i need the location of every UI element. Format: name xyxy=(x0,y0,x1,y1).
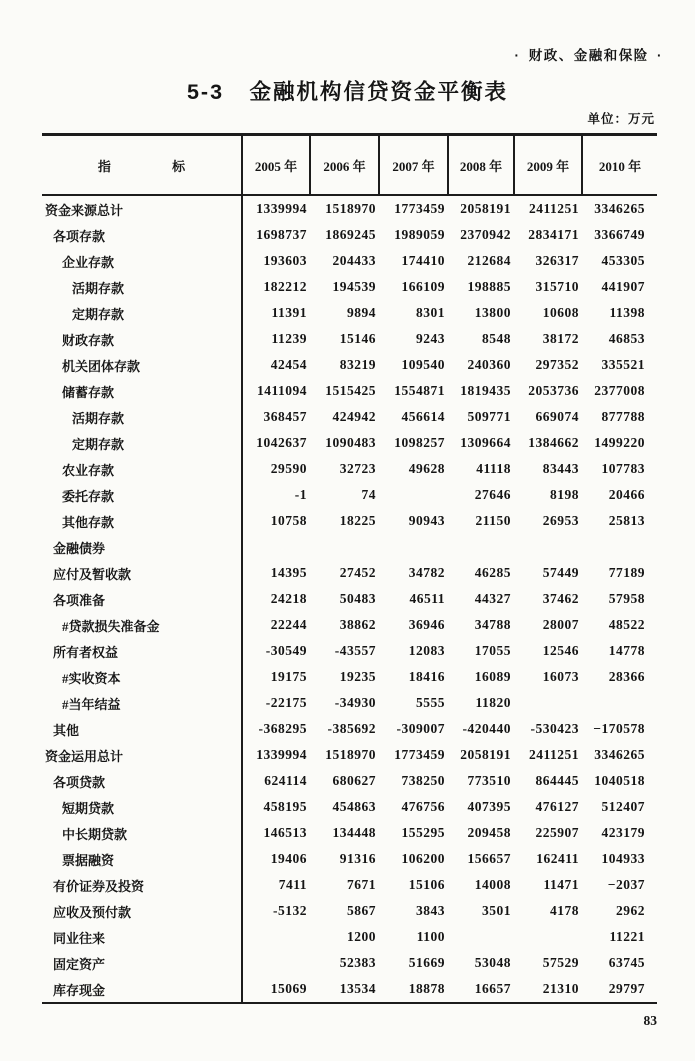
row-label: 定期存款 xyxy=(42,430,242,456)
cell-value: 34782 xyxy=(408,565,445,580)
cell-value: 1518970 xyxy=(325,201,376,216)
cell-value: 63745 xyxy=(608,955,645,970)
section-header: · 财政、金融和保险 · xyxy=(514,48,663,63)
cell-value: 1773459 xyxy=(394,201,445,216)
cell-value: 77189 xyxy=(608,565,645,580)
row-label: 其他存款 xyxy=(42,508,242,534)
cell-value: 27646 xyxy=(474,487,511,502)
credit-funds-balance-table xyxy=(42,133,657,1004)
cell-value: 14778 xyxy=(608,643,645,658)
cell-value: 1384662 xyxy=(528,435,579,450)
cell-value: 5555 xyxy=(416,695,445,710)
cell-value: 3346265 xyxy=(594,747,645,762)
cell-value: 104933 xyxy=(601,851,645,866)
row-label: 中长期贷款 xyxy=(42,820,242,846)
cell-value: 11391 xyxy=(271,305,307,320)
indicator-header-char: 标 xyxy=(172,158,186,174)
cell-value: 74 xyxy=(361,487,376,502)
row-label: 库存现金 xyxy=(42,976,242,1003)
cell-value: 9894 xyxy=(347,305,376,320)
table-row xyxy=(42,898,657,924)
cell-value: 458195 xyxy=(263,799,307,814)
table-row xyxy=(42,560,657,586)
cell-value: 1869245 xyxy=(325,227,376,242)
cell-value: 12546 xyxy=(542,643,579,658)
cell-value: 2962 xyxy=(616,903,645,918)
cell-value: 11820 xyxy=(475,695,511,710)
cell-value: 15106 xyxy=(408,877,445,892)
cell-value: 11398 xyxy=(609,305,645,320)
row-label: 同业往来 xyxy=(42,924,242,950)
table-row xyxy=(42,976,657,1003)
year-column-header: 2008 年 xyxy=(448,135,514,196)
row-label: 所有者权益 xyxy=(42,638,242,664)
row-label: 短期贷款 xyxy=(42,794,242,820)
table-row xyxy=(42,508,657,534)
table-row xyxy=(42,352,657,378)
cell-value: 864445 xyxy=(535,773,579,788)
cell-value: 1042637 xyxy=(256,435,307,450)
table-row xyxy=(42,222,657,248)
cell-value: 146513 xyxy=(263,825,307,840)
cell-value: 18225 xyxy=(339,513,376,528)
cell-value: 1518970 xyxy=(325,747,376,762)
cell-value: 29797 xyxy=(608,981,645,996)
table-row xyxy=(42,794,657,820)
cell-value xyxy=(448,534,514,560)
cell-value: 3346265 xyxy=(594,201,645,216)
row-label: 应付及暂收款 xyxy=(42,560,242,586)
page-title: 5-3 金融机构信贷资金平衡表 xyxy=(186,80,509,104)
cell-value: 1989059 xyxy=(394,227,445,242)
cell-value: 2411251 xyxy=(528,747,579,762)
cell-value: 624114 xyxy=(264,773,307,788)
year-column-header: 2007 年 xyxy=(379,135,448,196)
cell-value: 2370942 xyxy=(460,227,511,242)
cell-value: 32723 xyxy=(339,461,376,476)
cell-value xyxy=(448,924,514,950)
cell-value: 1411094 xyxy=(256,383,307,398)
cell-value xyxy=(379,482,448,508)
row-label: 有价证券及投资 xyxy=(42,872,242,898)
row-label: 机关团体存款 xyxy=(42,352,242,378)
cell-value: 1499220 xyxy=(594,435,645,450)
cell-value: 36946 xyxy=(408,617,445,632)
row-label: 财政存款 xyxy=(42,326,242,352)
row-label: #实收资本 xyxy=(42,664,242,690)
table-row xyxy=(42,716,657,742)
row-label: 应收及预付款 xyxy=(42,898,242,924)
cell-value: -309007 xyxy=(396,721,445,736)
indicator-column-header xyxy=(42,135,242,196)
year-column-header: 2010 年 xyxy=(582,135,657,196)
cell-value xyxy=(514,534,582,560)
row-label: 各项准备 xyxy=(42,586,242,612)
cell-value: 90943 xyxy=(408,513,445,528)
cell-value: 57958 xyxy=(608,591,645,606)
cell-value: 41118 xyxy=(476,461,511,476)
page-number: 83 xyxy=(643,1013,657,1028)
cell-value: 10608 xyxy=(542,305,579,320)
cell-value: 25813 xyxy=(608,513,645,528)
cell-value: 773510 xyxy=(467,773,511,788)
cell-value: 512407 xyxy=(601,799,645,814)
row-label: 其他 xyxy=(42,716,242,742)
table-row xyxy=(42,742,657,768)
table-row xyxy=(42,820,657,846)
cell-value: -530423 xyxy=(530,721,579,736)
cell-value: 509771 xyxy=(467,409,511,424)
cell-value xyxy=(242,924,310,950)
row-label: 各项贷款 xyxy=(42,768,242,794)
cell-value: 13534 xyxy=(339,981,376,996)
cell-value: 57529 xyxy=(542,955,579,970)
cell-value: −2037 xyxy=(607,877,645,892)
cell-value: 1100 xyxy=(416,929,445,944)
cell-value: 9243 xyxy=(416,331,445,346)
cell-value: 315710 xyxy=(535,279,579,294)
cell-value: 134448 xyxy=(332,825,376,840)
row-label: 固定资产 xyxy=(42,950,242,976)
table-row xyxy=(42,195,657,222)
cell-value: 53048 xyxy=(474,955,511,970)
cell-value: 198885 xyxy=(467,279,511,294)
cell-value xyxy=(242,534,310,560)
table-row xyxy=(42,404,657,430)
credit-funds-table-wrap xyxy=(42,133,657,1004)
cell-value: 46511 xyxy=(409,591,445,606)
row-label: 委托存款 xyxy=(42,482,242,508)
cell-value: 212684 xyxy=(467,253,511,268)
cell-value: 109540 xyxy=(401,357,445,372)
cell-value: 193603 xyxy=(263,253,307,268)
cell-value: 11471 xyxy=(543,877,579,892)
table-row xyxy=(42,612,657,638)
cell-value: 877788 xyxy=(601,409,645,424)
row-label: 活期存款 xyxy=(42,404,242,430)
table-row xyxy=(42,534,657,560)
cell-value: 326317 xyxy=(535,253,579,268)
cell-value: −170578 xyxy=(593,721,645,736)
cell-value: -368295 xyxy=(258,721,307,736)
cell-value: 13800 xyxy=(474,305,511,320)
cell-value: 16073 xyxy=(542,669,579,684)
row-label: 资金来源总计 xyxy=(42,195,242,222)
cell-value: 51669 xyxy=(408,955,445,970)
cell-value: 16089 xyxy=(474,669,511,684)
cell-value: 46853 xyxy=(608,331,645,346)
cell-value: 14008 xyxy=(474,877,511,892)
cell-value: 225907 xyxy=(535,825,579,840)
cell-value: 441907 xyxy=(601,279,645,294)
cell-value: 19175 xyxy=(270,669,307,684)
cell-value: 423179 xyxy=(601,825,645,840)
table-row xyxy=(42,378,657,404)
cell-value: 476127 xyxy=(535,799,579,814)
cell-value: 8548 xyxy=(482,331,511,346)
year-column-header: 2005 年 xyxy=(242,135,310,196)
row-label: 资金运用总计 xyxy=(42,742,242,768)
row-label: 定期存款 xyxy=(42,300,242,326)
cell-value: 1040518 xyxy=(594,773,645,788)
cell-value: 49628 xyxy=(408,461,445,476)
cell-value: 2834171 xyxy=(528,227,579,242)
cell-value: 91316 xyxy=(339,851,376,866)
cell-value: 15069 xyxy=(270,981,307,996)
cell-value: 1698737 xyxy=(256,227,307,242)
cell-value: 42454 xyxy=(270,357,307,372)
header-row xyxy=(42,135,657,196)
cell-value: -5132 xyxy=(273,903,307,918)
cell-value: 2377008 xyxy=(594,383,645,398)
cell-value: 1819435 xyxy=(460,383,511,398)
table-row xyxy=(42,872,657,898)
cell-value: 21150 xyxy=(475,513,511,528)
cell-value: 669074 xyxy=(535,409,579,424)
row-label: #贷款损失准备金 xyxy=(42,612,242,638)
cell-value: 38862 xyxy=(339,617,376,632)
cell-value: 476756 xyxy=(401,799,445,814)
cell-value: 10758 xyxy=(270,513,307,528)
cell-value: 240360 xyxy=(467,357,511,372)
cell-value: 28366 xyxy=(608,669,645,684)
table-row xyxy=(42,326,657,352)
cell-value: 174410 xyxy=(401,253,445,268)
cell-value: 46285 xyxy=(474,565,511,580)
cell-value: -385692 xyxy=(327,721,376,736)
table-header xyxy=(42,135,657,196)
cell-value: 204433 xyxy=(332,253,376,268)
cell-value: 7411 xyxy=(278,877,307,892)
unit-note: 单位：万元 xyxy=(587,112,655,126)
cell-value: 1554871 xyxy=(394,383,445,398)
cell-value xyxy=(582,534,657,560)
year-column-header: 2009 年 xyxy=(514,135,582,196)
cell-value: 156657 xyxy=(467,851,511,866)
cell-value: 680627 xyxy=(332,773,376,788)
cell-value: 8198 xyxy=(550,487,579,502)
row-label: 储蓄存款 xyxy=(42,378,242,404)
cell-value: 456614 xyxy=(401,409,445,424)
table-row xyxy=(42,846,657,872)
cell-value: 162411 xyxy=(536,851,579,866)
cell-value: 18416 xyxy=(408,669,445,684)
cell-value: -43557 xyxy=(334,643,376,658)
table-row xyxy=(42,586,657,612)
cell-value: 407395 xyxy=(467,799,511,814)
cell-value xyxy=(242,950,310,976)
table-row xyxy=(42,768,657,794)
cell-value: 106200 xyxy=(401,851,445,866)
cell-value: 1309664 xyxy=(460,435,511,450)
cell-value: 368457 xyxy=(263,409,307,424)
year-column-header: 2006 年 xyxy=(310,135,379,196)
cell-value: 166109 xyxy=(401,279,445,294)
cell-value: 1339994 xyxy=(256,201,307,216)
cell-value: 107783 xyxy=(601,461,645,476)
cell-value xyxy=(379,534,448,560)
cell-value xyxy=(514,690,582,716)
cell-value: 16657 xyxy=(474,981,511,996)
cell-value: 27452 xyxy=(339,565,376,580)
cell-value: 454863 xyxy=(332,799,376,814)
cell-value: 22244 xyxy=(270,617,307,632)
cell-value: 3843 xyxy=(416,903,445,918)
row-label: 企业存款 xyxy=(42,248,242,274)
cell-value: 194539 xyxy=(332,279,376,294)
cell-value: 8301 xyxy=(416,305,445,320)
cell-value: 12083 xyxy=(408,643,445,658)
cell-value xyxy=(310,534,379,560)
table-row xyxy=(42,924,657,950)
cell-value: 57449 xyxy=(542,565,579,580)
row-label: 金融债券 xyxy=(42,534,242,560)
cell-value: 15146 xyxy=(339,331,376,346)
cell-value: 453305 xyxy=(601,253,645,268)
cell-value: 1773459 xyxy=(394,747,445,762)
cell-value: -1 xyxy=(294,487,307,502)
cell-value: 29590 xyxy=(270,461,307,476)
table-body xyxy=(42,195,657,1003)
cell-value: 1098257 xyxy=(394,435,445,450)
row-label: 农业存款 xyxy=(42,456,242,482)
cell-value: 182212 xyxy=(263,279,307,294)
cell-value: 3366749 xyxy=(594,227,645,242)
cell-value xyxy=(582,690,657,716)
table-row xyxy=(42,950,657,976)
table-row xyxy=(42,430,657,456)
cell-value: 52383 xyxy=(339,955,376,970)
cell-value: -34930 xyxy=(334,695,376,710)
cell-value: 424942 xyxy=(332,409,376,424)
table-row xyxy=(42,300,657,326)
cell-value: 83443 xyxy=(542,461,579,476)
cell-value xyxy=(514,924,582,950)
cell-value: 4178 xyxy=(550,903,579,918)
cell-value: 209458 xyxy=(467,825,511,840)
indicator-header-char: 指 xyxy=(97,158,111,174)
cell-value: -420440 xyxy=(462,721,511,736)
cell-value: 48522 xyxy=(608,617,645,632)
cell-value: 14395 xyxy=(270,565,307,580)
cell-value: 19235 xyxy=(339,669,376,684)
cell-value: 11221 xyxy=(609,929,645,944)
cell-value: 26953 xyxy=(542,513,579,528)
row-label: 各项存款 xyxy=(42,222,242,248)
cell-value: 297352 xyxy=(535,357,579,372)
cell-value: 19406 xyxy=(270,851,307,866)
cell-value: 34788 xyxy=(474,617,511,632)
cell-value: 2058191 xyxy=(460,201,511,216)
cell-value: -30549 xyxy=(265,643,307,658)
table-row xyxy=(42,690,657,716)
table-row xyxy=(42,638,657,664)
cell-value: 738250 xyxy=(401,773,445,788)
cell-value: 83219 xyxy=(339,357,376,372)
cell-value: 18878 xyxy=(408,981,445,996)
cell-value: -22175 xyxy=(265,695,307,710)
row-label: 活期存款 xyxy=(42,274,242,300)
cell-value: 11239 xyxy=(271,331,307,346)
cell-value: 2058191 xyxy=(460,747,511,762)
row-label: #当年结益 xyxy=(42,690,242,716)
cell-value: 7671 xyxy=(347,877,376,892)
cell-value: 17055 xyxy=(474,643,511,658)
cell-value: 28007 xyxy=(542,617,579,632)
table-row xyxy=(42,274,657,300)
cell-value: 38172 xyxy=(542,331,579,346)
cell-value: 3501 xyxy=(482,903,511,918)
cell-value: 2053736 xyxy=(528,383,579,398)
table-row xyxy=(42,482,657,508)
table-row xyxy=(42,456,657,482)
cell-value: 1090483 xyxy=(325,435,376,450)
cell-value: 1339994 xyxy=(256,747,307,762)
cell-value: 335521 xyxy=(601,357,645,372)
table-row xyxy=(42,248,657,274)
cell-value: 24218 xyxy=(270,591,307,606)
cell-value: 44327 xyxy=(474,591,511,606)
table-row xyxy=(42,664,657,690)
cell-value: 155295 xyxy=(401,825,445,840)
cell-value: 37462 xyxy=(542,591,579,606)
row-label: 票据融资 xyxy=(42,846,242,872)
cell-value: 20466 xyxy=(608,487,645,502)
cell-value: 21310 xyxy=(542,981,579,996)
cell-value: 5867 xyxy=(347,903,376,918)
cell-value: 1515425 xyxy=(325,383,376,398)
cell-value: 50483 xyxy=(339,591,376,606)
cell-value: 1200 xyxy=(347,929,376,944)
cell-value: 2411251 xyxy=(528,201,579,216)
